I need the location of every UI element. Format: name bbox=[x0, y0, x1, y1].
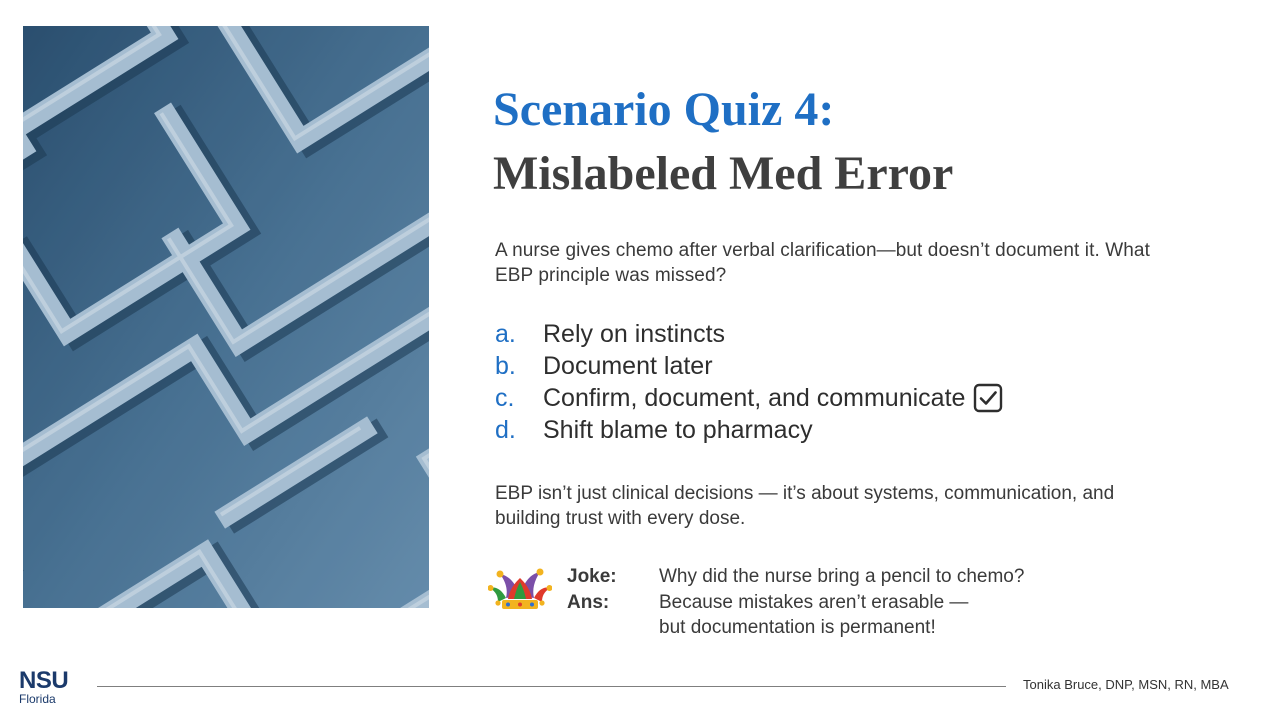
nsu-logo bbox=[19, 669, 68, 706]
logo-sub-text: Florida bbox=[19, 692, 56, 706]
option-text: Shift blame to pharmacy bbox=[543, 415, 813, 444]
slide-title-line-2: Mislabeled Med Error bbox=[493, 147, 954, 200]
option-c bbox=[495, 382, 1003, 414]
maze-photo bbox=[23, 26, 429, 608]
logo-main-text: NSU bbox=[19, 667, 69, 694]
option-d bbox=[495, 414, 1003, 446]
jester-hat-icon bbox=[488, 566, 552, 616]
option-letter: d. bbox=[495, 415, 516, 444]
option-letter: b. bbox=[495, 351, 516, 380]
joke-section bbox=[567, 564, 1024, 641]
joke-label: Joke: bbox=[567, 566, 617, 587]
footer-divider bbox=[97, 686, 1006, 687]
ebp-note: EBP isn’t just clinical decisions — it’s about systems, communication, and building trust with every dose. bbox=[495, 483, 1115, 529]
slide-title-line-1: Scenario Quiz 4: bbox=[493, 83, 835, 136]
option-a bbox=[495, 318, 1003, 350]
answer-label: Ans: bbox=[567, 591, 610, 613]
option-letter: c. bbox=[495, 383, 515, 412]
author-credit: Tonika Bruce, DNP, MSN, RN, MBA bbox=[1023, 677, 1229, 692]
answer-options bbox=[495, 318, 1003, 446]
option-text: Rely on instincts bbox=[543, 319, 726, 348]
option-letter: a. bbox=[495, 319, 516, 348]
option-text: Document later bbox=[543, 351, 713, 380]
answer-line-2: but documentation is permanent! bbox=[659, 617, 936, 638]
check-box-icon bbox=[973, 383, 1003, 413]
option-text: Confirm, document, and communicate bbox=[543, 383, 966, 412]
answer-line-1: Because mistakes aren’t erasable — bbox=[659, 591, 969, 613]
question-text: A nurse gives chemo after verbal clarification—but doesn’t document it. What EBP principle was missed? bbox=[495, 240, 1150, 286]
joke-text: Why did the nurse bring a pencil to chemo? bbox=[659, 566, 1025, 587]
option-b bbox=[495, 350, 1003, 382]
